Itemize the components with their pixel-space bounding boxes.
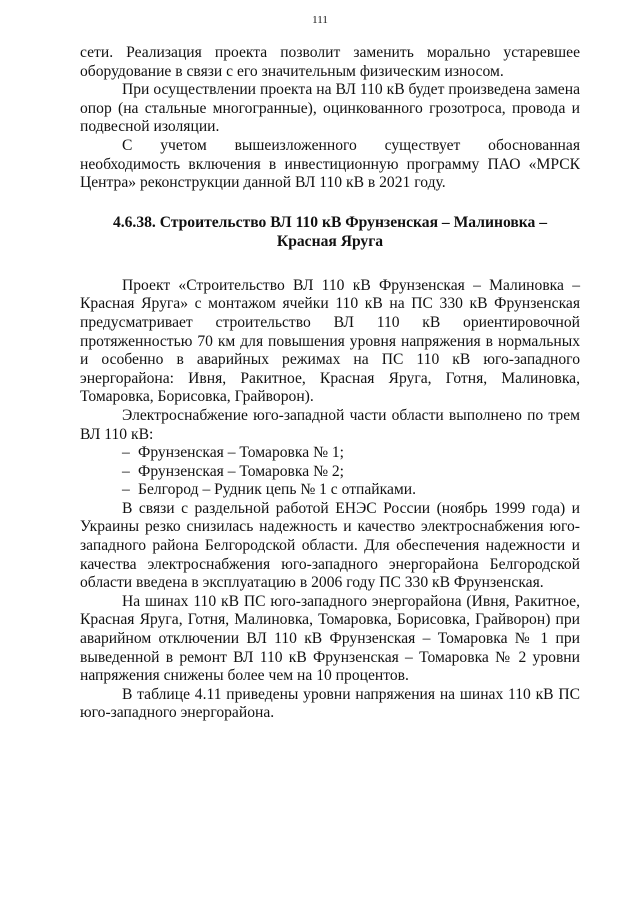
paragraph-replacement: При осуществлении проекта на ВЛ 110 кВ будет произведена замена опор (на стальные многогранные), оцинкованного грозотроса, провода и подвесной изоляции. xyxy=(80,81,580,136)
paragraph-project: Проект «Строительство ВЛ 110 кВ Фрунзенская – Малиновка – Красная Яруга» с монтажом ячейки 110 кВ на ПС 330 кВ Фрунзенская предусматривает строительство ВЛ 110 кВ ориентировочной протяженностью 70 км для повышения уровня напряжения в нормальных и особенно в аварийных режимах на ПС 110 кВ юго-западного энергорайона: Ивня, Ракитное, Красная Яруга, Готня, Малиновка, Томаровка, Борисовка, Грайворон). xyxy=(80,276,580,406)
list-item: – Белгород – Рудник цепь № 1 с отпайками. xyxy=(122,481,417,499)
paragraph-power-supply: Электроснабжение юго-западной части области выполнено по трем ВЛ 110 кВ: xyxy=(80,406,580,443)
section-heading: 4.6.38. Строительство ВЛ 110 кВ Фрунзенская – Малиновка – Красная Яруга xyxy=(112,213,548,250)
list-dash: – xyxy=(122,462,130,480)
paragraph-necessity: С учетом вышеизложенного существует обоснованная необходимость включения в инвестиционную программу ПАО «МРСК Центра» реконструкции данной ВЛ 110 кВ в 2021 году. xyxy=(80,136,580,192)
paragraph-voltage: На шинах 110 кВ ПС юго-западного энергорайона (Ивня, Ракитное, Красная Яруга, Готня, Малиновка, Томаровка, Борисовка, Грайворон) при аварийном отключении ВЛ 110 кВ Фрунзенская – Томаровка № 1 при выведенной в ремонт ВЛ 110 кВ Фрунзенская – Томаровка № 2 уровни напряжения снижены более чем на 10 процентов. xyxy=(80,592,580,685)
page-number: 111 xyxy=(312,14,328,26)
list-dash: – xyxy=(122,481,130,499)
paragraph-table-ref: В таблице 4.11 приведены уровни напряжения на шинах 110 кВ ПС юго-западного энергорайона. xyxy=(80,685,580,722)
list-item: – Фрунзенская – Томаровка № 1; xyxy=(122,444,344,462)
list-item: – Фрунзенская – Томаровка № 2; xyxy=(122,462,344,480)
body-text xyxy=(80,44,580,723)
line-list xyxy=(80,444,580,500)
paragraph-reliability: В связи с раздельной работой ЕНЭС России (ноябрь 1999 года) и Украины резко снизилась надежность и качество электроснабжения юго-западного района Белгородской области. Для обеспечения надежности и качества электроснабжения юго-западного энергорайона Белгородской области введена в эксплуатацию в 2006 году ПС 330 кВ Фрунзенская. xyxy=(80,499,580,592)
paragraph-continuation: сети. Реализация проекта позволит заменить морально устаревшее оборудование в связи с его значительным физическим износом. xyxy=(80,44,580,80)
list-dash: – xyxy=(122,444,130,462)
